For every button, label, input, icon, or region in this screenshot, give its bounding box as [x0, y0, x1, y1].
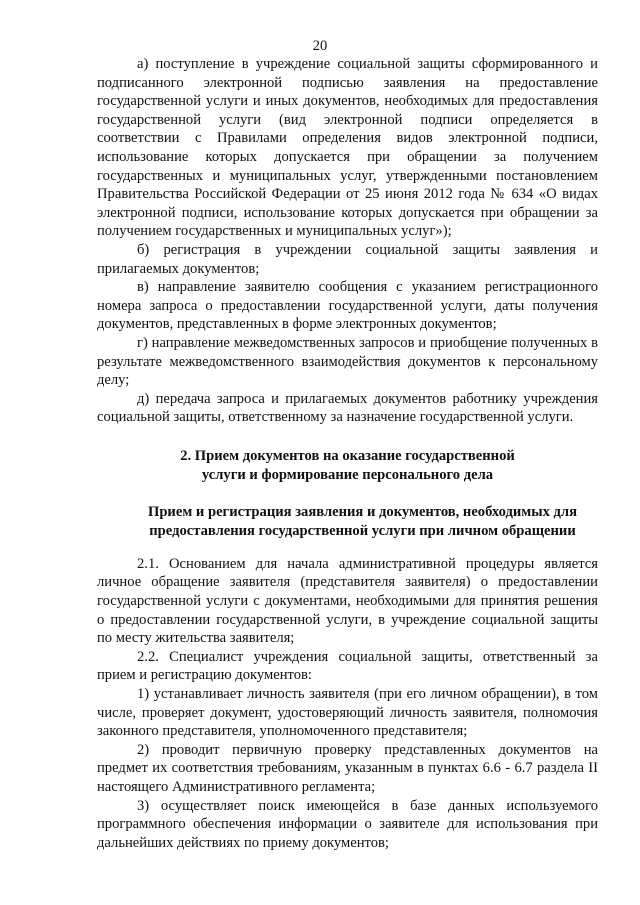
- paragraph-step-2: 2) проводит первичную проверку представленных документов на предмет их соответствия требованиям, указанным в пунктах 6.6 - 6.7 раздела II настоящего Административного регламента;: [97, 741, 598, 795]
- subsection-heading: Прием и регистрация заявления и документов, необходимых для предоставления государственной услуги при личном обращении: [147, 503, 578, 539]
- paragraph-2-1: 2.1. Основанием для начала административной процедуры является личное обращение заявителя (представителя заявителя) о предоставлении государственной услуги с документами, необходимыми для принятия решения о предоставлении государственной услуги, в учреждение социальной защиты по месту жительства заявителя;: [97, 555, 598, 647]
- section-heading: 2. Прием документов на оказание государственной услуги и формирование персонального дела: [180, 447, 515, 483]
- paragraph-item-d: д) передача запроса и прилагаемых документов работнику учреждения социальной защиты, ответственному за назначение государственной услуги.: [97, 390, 598, 426]
- paragraph-item-v: в) направление заявителю сообщения с указанием регистрационного номера запроса о предоставлении государственной услуги, даты получения документов, представленных в форме электронных документов;: [97, 279, 598, 333]
- page-number: 20: [312, 38, 328, 54]
- document-body: [97, 55, 598, 852]
- paragraph-step-3: 3) осуществляет поиск имеющейся в базе данных используемого программного обеспечения информации о заявителе для использования при дальнейших действиях по приему документов;: [97, 797, 598, 851]
- paragraph-2-2: 2.2. Специалист учреждения социальной защиты, ответственный за прием и регистрацию документов:: [97, 648, 598, 684]
- paragraph-item-g: г) направление межведомственных запросов и приобщение полученных в результате межведомственного взаимодействия документов к персональному делу;: [97, 334, 598, 389]
- paragraph-item-a: а) поступление в учреждение социальной защиты сформированного и подписанного электронной подписью заявления на предоставление государственной услуги и иных документов, необходимых для предоставления государственной услуги (вид электронной подписи определяется в соответствии с Правилами определения видов электронной подписи, использование которых допускается при обращении за получением государственных и муниципальных услуг, утвержденными постановлением Правительства Российской Федерации от 25 июня 2012 года № 634 «О видах электронной подписи, использование которых допускается при обращении за получением государственных и муниципальных услуг»);: [97, 56, 598, 240]
- paragraph-item-b: б) регистрация в учреждении социальной защиты заявления и прилагаемых документов;: [97, 241, 598, 277]
- paragraph-step-1: 1) устанавливает личность заявителя (при его личном обращении), в том числе, проверяет документ, удостоверяющий личность заявителя, полномочия законного представителя, уполномоченного представителя;: [97, 686, 598, 740]
